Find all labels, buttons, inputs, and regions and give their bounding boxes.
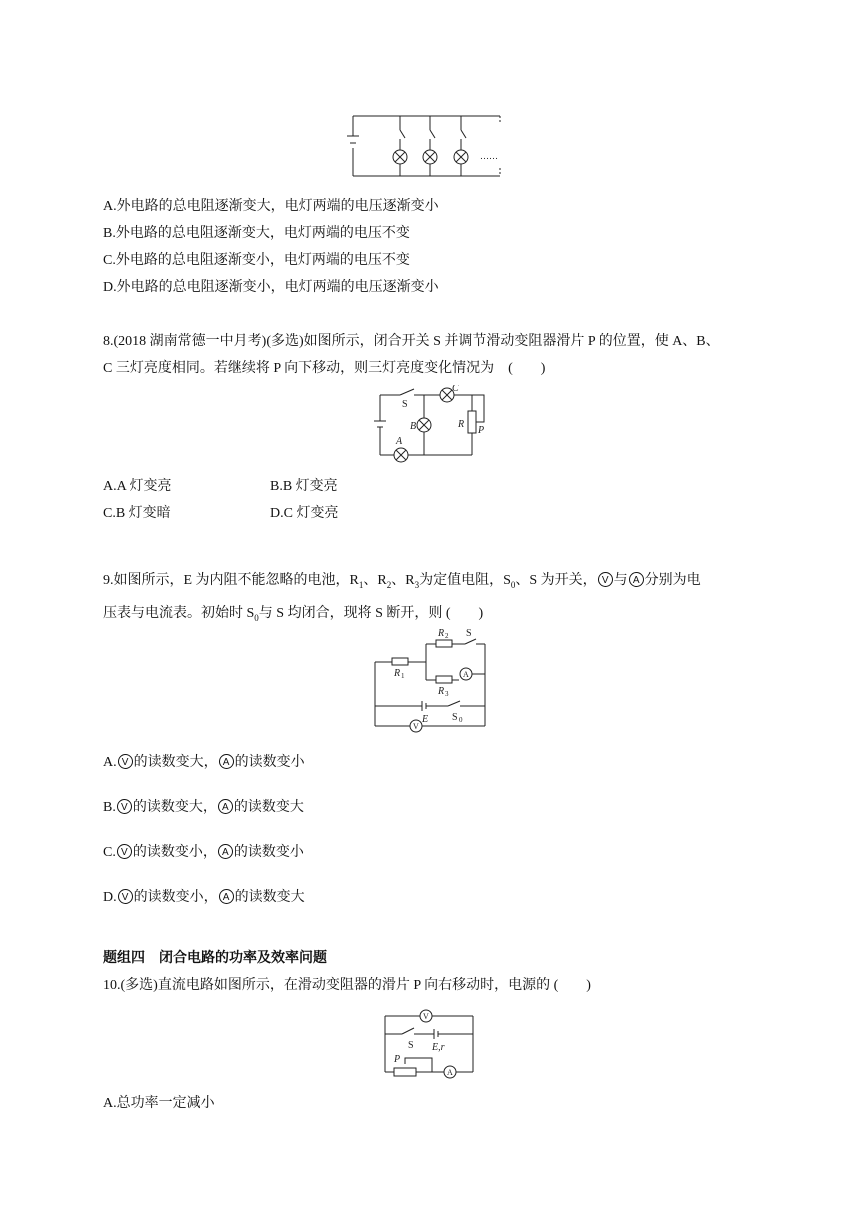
voltmeter-icon: V (118, 889, 133, 904)
q9-option-b (103, 799, 304, 817)
q7-option-a: A.外电路的总电阻逐渐变大，电灯两端的电压逐渐变小 (103, 199, 439, 214)
voltmeter-icon: V (118, 754, 133, 769)
q10-label-v: V (423, 1012, 429, 1021)
q8-stem-line-1: 8.(2018 湖南常德一中月考)(多选)如图所示，闭合开关 S 并调节滑动变阻器滑片 P 的位置，使 A、B、 (103, 334, 720, 349)
q9-option-c (103, 844, 304, 862)
q9-option-d-mid: 的读数变小， (133, 890, 218, 905)
q9-text-a: 9.如图所示，E 为内阻不能忽略的电池，R (103, 573, 359, 588)
group4-heading: 题组四 闭合电路的功率及效率问题 (103, 951, 327, 966)
q7-circuit-diagram (345, 108, 515, 183)
q8-label-a: A (396, 436, 403, 447)
q9-label-v: V (413, 722, 419, 731)
q9-label-s: S (466, 628, 472, 639)
q9-circuit-diagram (370, 622, 495, 734)
q9-sub-0b: 0 (254, 612, 259, 623)
ammeter-icon: A (218, 799, 233, 814)
q9-stem-line-1 (103, 572, 701, 594)
q8-option-b: B.B 灯变亮 (270, 479, 338, 494)
q8-label-p: P (478, 425, 485, 436)
q10-label-p: P (394, 1054, 401, 1065)
q9-option-c-prefix: C. (103, 845, 116, 860)
q7-option-b: B.外电路的总电阻逐渐变大，电灯两端的电压不变 (103, 226, 410, 241)
q9-option-a (103, 754, 305, 772)
q7-lamp-branch-2 (423, 116, 437, 176)
q10-option-a: A.总功率一定减小 (103, 1096, 215, 1111)
ammeter-icon: A (219, 889, 234, 904)
q7-lamp-branch-3 (454, 116, 468, 176)
q9-label-n2: 2 (445, 632, 449, 640)
q9-sub-1: 1 (358, 579, 364, 590)
q10-label-s: S (408, 1040, 414, 1051)
q9-sub-3: 3 (414, 579, 420, 590)
q10-label-a: A (447, 1068, 453, 1077)
q9-label-n0: 0 (459, 716, 463, 724)
q8-option-c: C.B 灯变暗 (103, 506, 171, 521)
q9-label-r2: R (438, 628, 445, 639)
q8-label-b: B (410, 421, 417, 432)
q9-text-e: 压表与电流表。初始时 S (103, 606, 255, 621)
ammeter-icon: A (629, 572, 644, 587)
q7-ellipsis: …… (480, 151, 498, 161)
q8-option-d: D.C 灯变亮 (270, 506, 339, 521)
q9-label-s0: S (452, 712, 458, 723)
q7-option-c: C.外电路的总电阻逐渐变小，电灯两端的电压不变 (103, 253, 410, 268)
voltmeter-icon: V (598, 572, 613, 587)
q7-option-d: D.外电路的总电阻逐渐变小，电灯两端的电压逐渐变小 (103, 280, 439, 295)
q7-lamp-branch-1 (393, 116, 407, 176)
q8-label-c: C (452, 385, 459, 394)
ammeter-icon: A (219, 754, 234, 769)
q9-label-n1: 1 (401, 672, 405, 680)
ammeter-icon: A (218, 844, 233, 859)
q9-option-c-mid: 的读数变小， (132, 845, 217, 860)
q9-label-a: A (463, 670, 469, 679)
q9-option-a-prefix: A. (103, 755, 117, 770)
q9-label-n3: 3 (445, 690, 449, 698)
voltmeter-icon: V (117, 799, 132, 814)
q9-sep-1: 、R (363, 573, 387, 588)
q9-option-d-prefix: D. (103, 890, 117, 905)
q9-option-a-end: 的读数变小 (234, 755, 305, 770)
q9-option-d (103, 889, 305, 907)
q9-sub-2: 2 (386, 579, 392, 590)
q8-stem-line-2: C 三灯亮度相同。若继续将 P 向下移动，则三灯亮度变化情况为 ( ) (103, 361, 546, 376)
q9-sep-2: 、R (391, 573, 415, 588)
q9-option-a-mid: 的读数变大， (133, 755, 218, 770)
q10-circuit-diagram (380, 1008, 480, 1080)
q9-text-f: 与 S 均闭合，现将 S 断开，则 ( ) (258, 606, 484, 621)
q9-label-r3: R (438, 686, 445, 697)
q9-text-b: 为定值电阻，S (419, 573, 511, 588)
q9-conj: 与 (613, 573, 628, 588)
voltmeter-icon: V (117, 844, 132, 859)
q9-sub-0: 0 (510, 579, 516, 590)
q9-label-r1: R (394, 668, 401, 679)
q10-label-er: E,r (432, 1042, 445, 1053)
q9-option-b-prefix: B. (103, 800, 116, 815)
q8-circuit-diagram (372, 385, 502, 463)
q8-label-s: S (402, 399, 408, 410)
q9-text-d: 分别为电 (644, 573, 701, 588)
q9-option-c-end: 的读数变小 (233, 845, 304, 860)
q9-option-b-end: 的读数变大 (233, 800, 304, 815)
q9-option-b-mid: 的读数变大， (132, 800, 217, 815)
q9-label-e: E (422, 714, 429, 725)
q10-stem-line-1: 10.(多选)直流电路如图所示，在滑动变阻器的滑片 P 向右移动时，电源的 ( ) (103, 978, 591, 993)
q9-option-d-end: 的读数变大 (234, 890, 305, 905)
q8-label-r: R (458, 419, 465, 430)
q8-option-a: A.A 灯变亮 (103, 479, 172, 494)
q9-text-c: 、S 为开关， (515, 573, 597, 588)
